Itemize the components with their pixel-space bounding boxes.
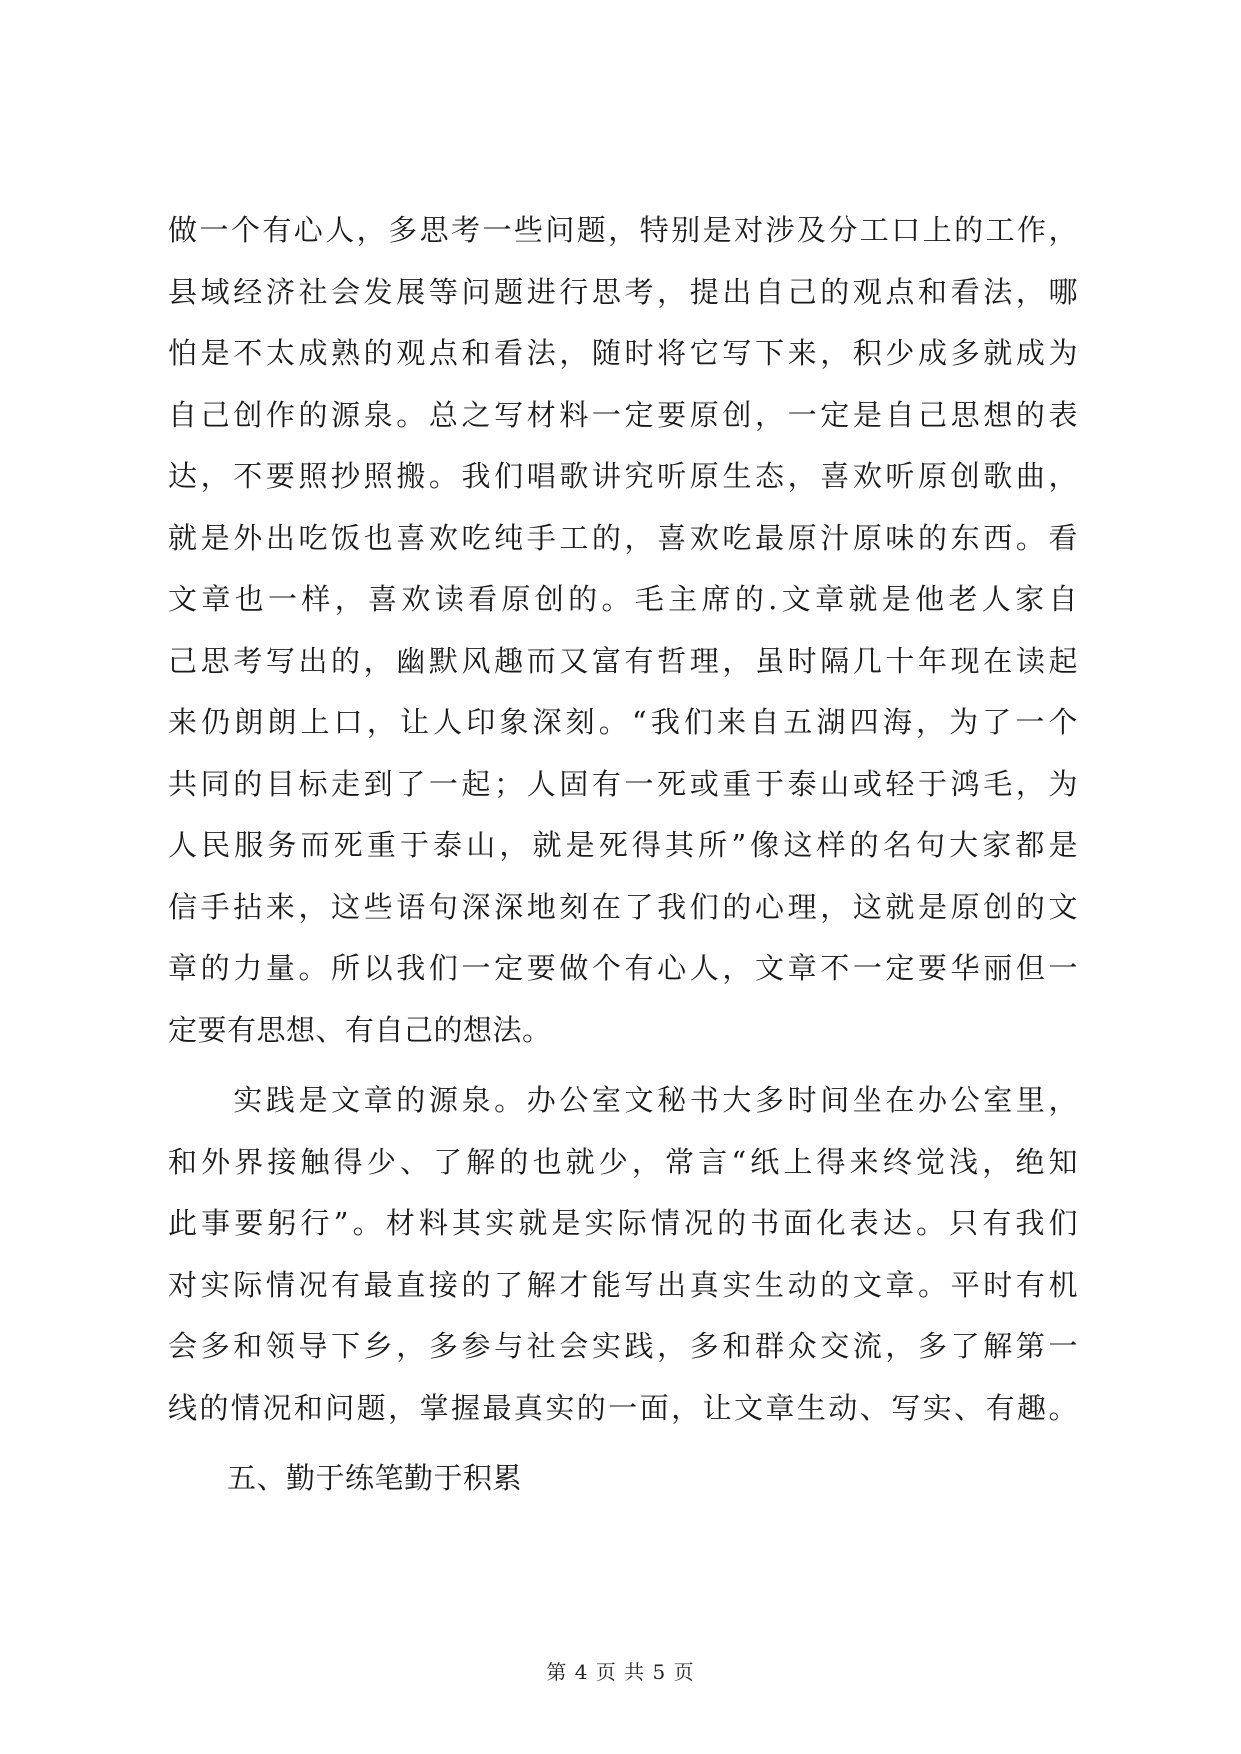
text-line: 来仍朗朗上口，让人印象深刻。“我们来自五湖四海，为了一个: [168, 705, 1078, 739]
body-text: [168, 200, 1078, 1510]
text-line: 和外界接触得少、了解的也就少，常言“纸上得来终觉浅，绝知: [168, 1144, 1078, 1179]
heading-line: 五、勤于练笔勤于积累: [168, 1461, 523, 1495]
text-line: 对实际情况有最直接的了解才能写出真实生动的文章。平时有机: [168, 1267, 1078, 1302]
text-line: 达，不要照抄照搬。我们唱歌讲究听原生态，喜欢听原创歌曲，: [168, 459, 1078, 493]
text-line: 自己创作的源泉。总之写材料一定要原创，一定是自己思想的表: [168, 397, 1078, 432]
paragraph-spacer: [168, 1061, 1078, 1070]
text-line: 信手拈来，这些语句深深地刻在了我们的心理，这就是原创的文: [168, 889, 1078, 924]
text-line: 共同的目标走到了一起；人固有一死或重于泰山或轻于鸿毛，为: [168, 766, 1078, 801]
text-line: 文章也一样，喜欢读看原创的。毛主席的.文章就是他老人家自: [168, 582, 1078, 616]
text-line: 实践是文章的源泉。办公室文秘书大多时间坐在办公室里，: [168, 1083, 1078, 1117]
text-line: 此事要躬行”。材料其实就是实际情况的书面化表达。只有我们: [168, 1206, 1078, 1240]
paragraph-spacer: [168, 1439, 1078, 1448]
text-line: 做一个有心人，多思考一些问题，特别是对涉及分工口上的工作，: [168, 213, 1078, 247]
text-line: 怕是不太成熟的观点和看法，随时将它写下来，积少成多就成为: [168, 336, 1078, 370]
text-line: 人民服务而死重于泰山，就是死得其所”像这样的名句大家都是: [168, 828, 1078, 862]
text-line: 就是外出吃饭也喜欢吃纯手工的，喜欢吃最原汁原味的东西。看: [168, 520, 1078, 555]
text-line: 会多和领导下乡，多参与社会实践，多和群众交流，多了解第一: [168, 1329, 1078, 1363]
paragraph-practice: [168, 1070, 1078, 1439]
section-heading: [168, 1448, 1078, 1510]
paragraph-originality: [168, 200, 1078, 1061]
page-number-footer: 第 4 页 共 5 页: [546, 1660, 695, 1684]
text-line: 线的情况和问题，掌握最真实的一面，让文章生动、写实、有趣。: [168, 1390, 1078, 1425]
text-line: 定要有思想、有自己的想法。: [168, 1012, 552, 1047]
text-line: 章的力量。所以我们一定要做个有心人，文章不一定要华丽但一: [168, 951, 1078, 985]
text-line: 县域经济社会发展等问题进行思考，提出自己的观点和看法，哪: [168, 274, 1078, 309]
text-line: 己思考写出的，幽默风趣而又富有哲理，虽时隔几十年现在读起: [168, 643, 1078, 678]
